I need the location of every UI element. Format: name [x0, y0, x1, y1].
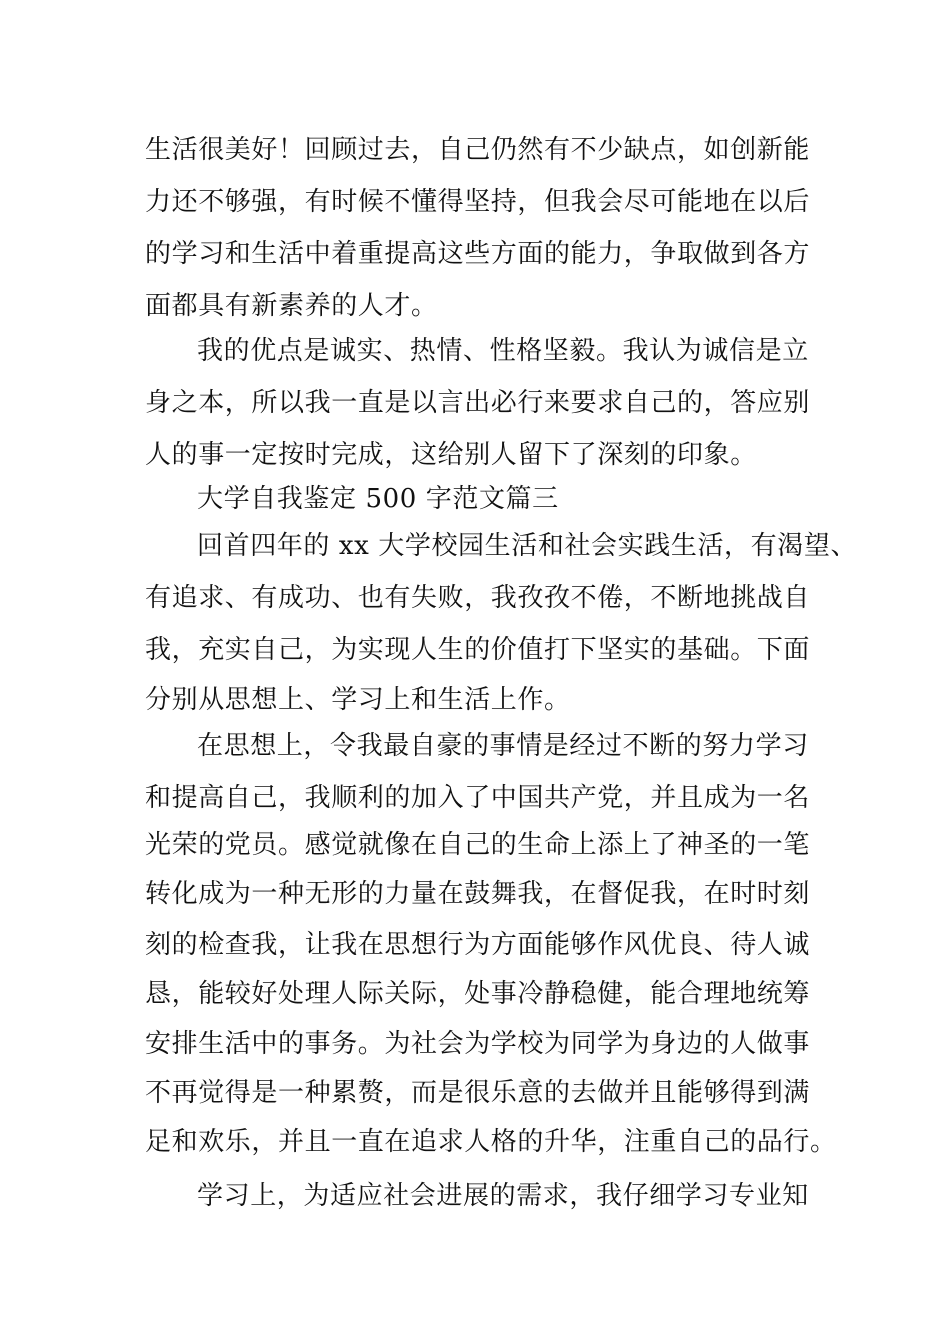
text-line: 和提高自己，我顺利的加入了中国共产党，并且成为一名 [145, 783, 811, 813]
text-line: 足和欢乐，并且一直在追求人格的升华，注重自己的品行。 [145, 1127, 837, 1157]
text-line: 人的事一定按时完成，这给别人留下了深刻的印象。 [145, 440, 757, 470]
paragraph-first-line: 学习上，为适应社会进展的需求，我仔细学习专业知 [197, 1181, 809, 1211]
text-line: 力还不够强，有时候不懂得坚持，但我会尽可能地在以后 [145, 187, 811, 217]
paragraph-first-line: 回首四年的 xx 大学校园生活和社会实践生活，有渴望、 [197, 531, 858, 561]
text-line: 我，充实自己，为实现人生的价值打下坚实的基础。下面 [145, 635, 811, 665]
text-line: 安排生活中的事务。为社会为学校为同学为身边的人做事 [145, 1029, 811, 1059]
text-line: 的学习和生活中着重提高这些方面的能力，争取做到各方 [145, 239, 811, 269]
text-line: 光荣的党员。感觉就像在自己的生命上添上了神圣的一笔 [145, 830, 811, 860]
text-line: 面都具有新素养的人才。 [145, 291, 438, 321]
text-line: 转化成为一种无形的力量在鼓舞我，在督促我，在时时刻 [145, 879, 811, 909]
text-line: 生活很美好！回顾过去，自己仍然有不少缺点，如创新能 [145, 135, 811, 165]
section-heading: 大学自我鉴定 500 字范文篇三 [197, 484, 559, 514]
text-line: 不再觉得是一种累赘，而是很乐意的去做并且能够得到满 [145, 1078, 811, 1108]
text-line: 身之本，所以我一直是以言出必行来要求自己的，答应别 [145, 388, 811, 418]
text-line: 有追求、有成功、也有失败，我孜孜不倦，不断地挑战自 [145, 583, 811, 613]
paragraph-first-line: 在思想上，令我最自豪的事情是经过不断的努力学习 [197, 731, 809, 761]
paragraph-first-line: 我的优点是诚实、热情、性格坚毅。我认为诚信是立 [197, 336, 809, 366]
text-line: 分别从思想上、学习上和生活上作。 [145, 685, 571, 715]
text-line: 恳，能较好处理人际关际，处事冷静稳健，能合理地统筹 [145, 979, 811, 1009]
text-line: 刻的检查我，让我在思想行为方面能够作风优良、待人诚 [145, 930, 811, 960]
